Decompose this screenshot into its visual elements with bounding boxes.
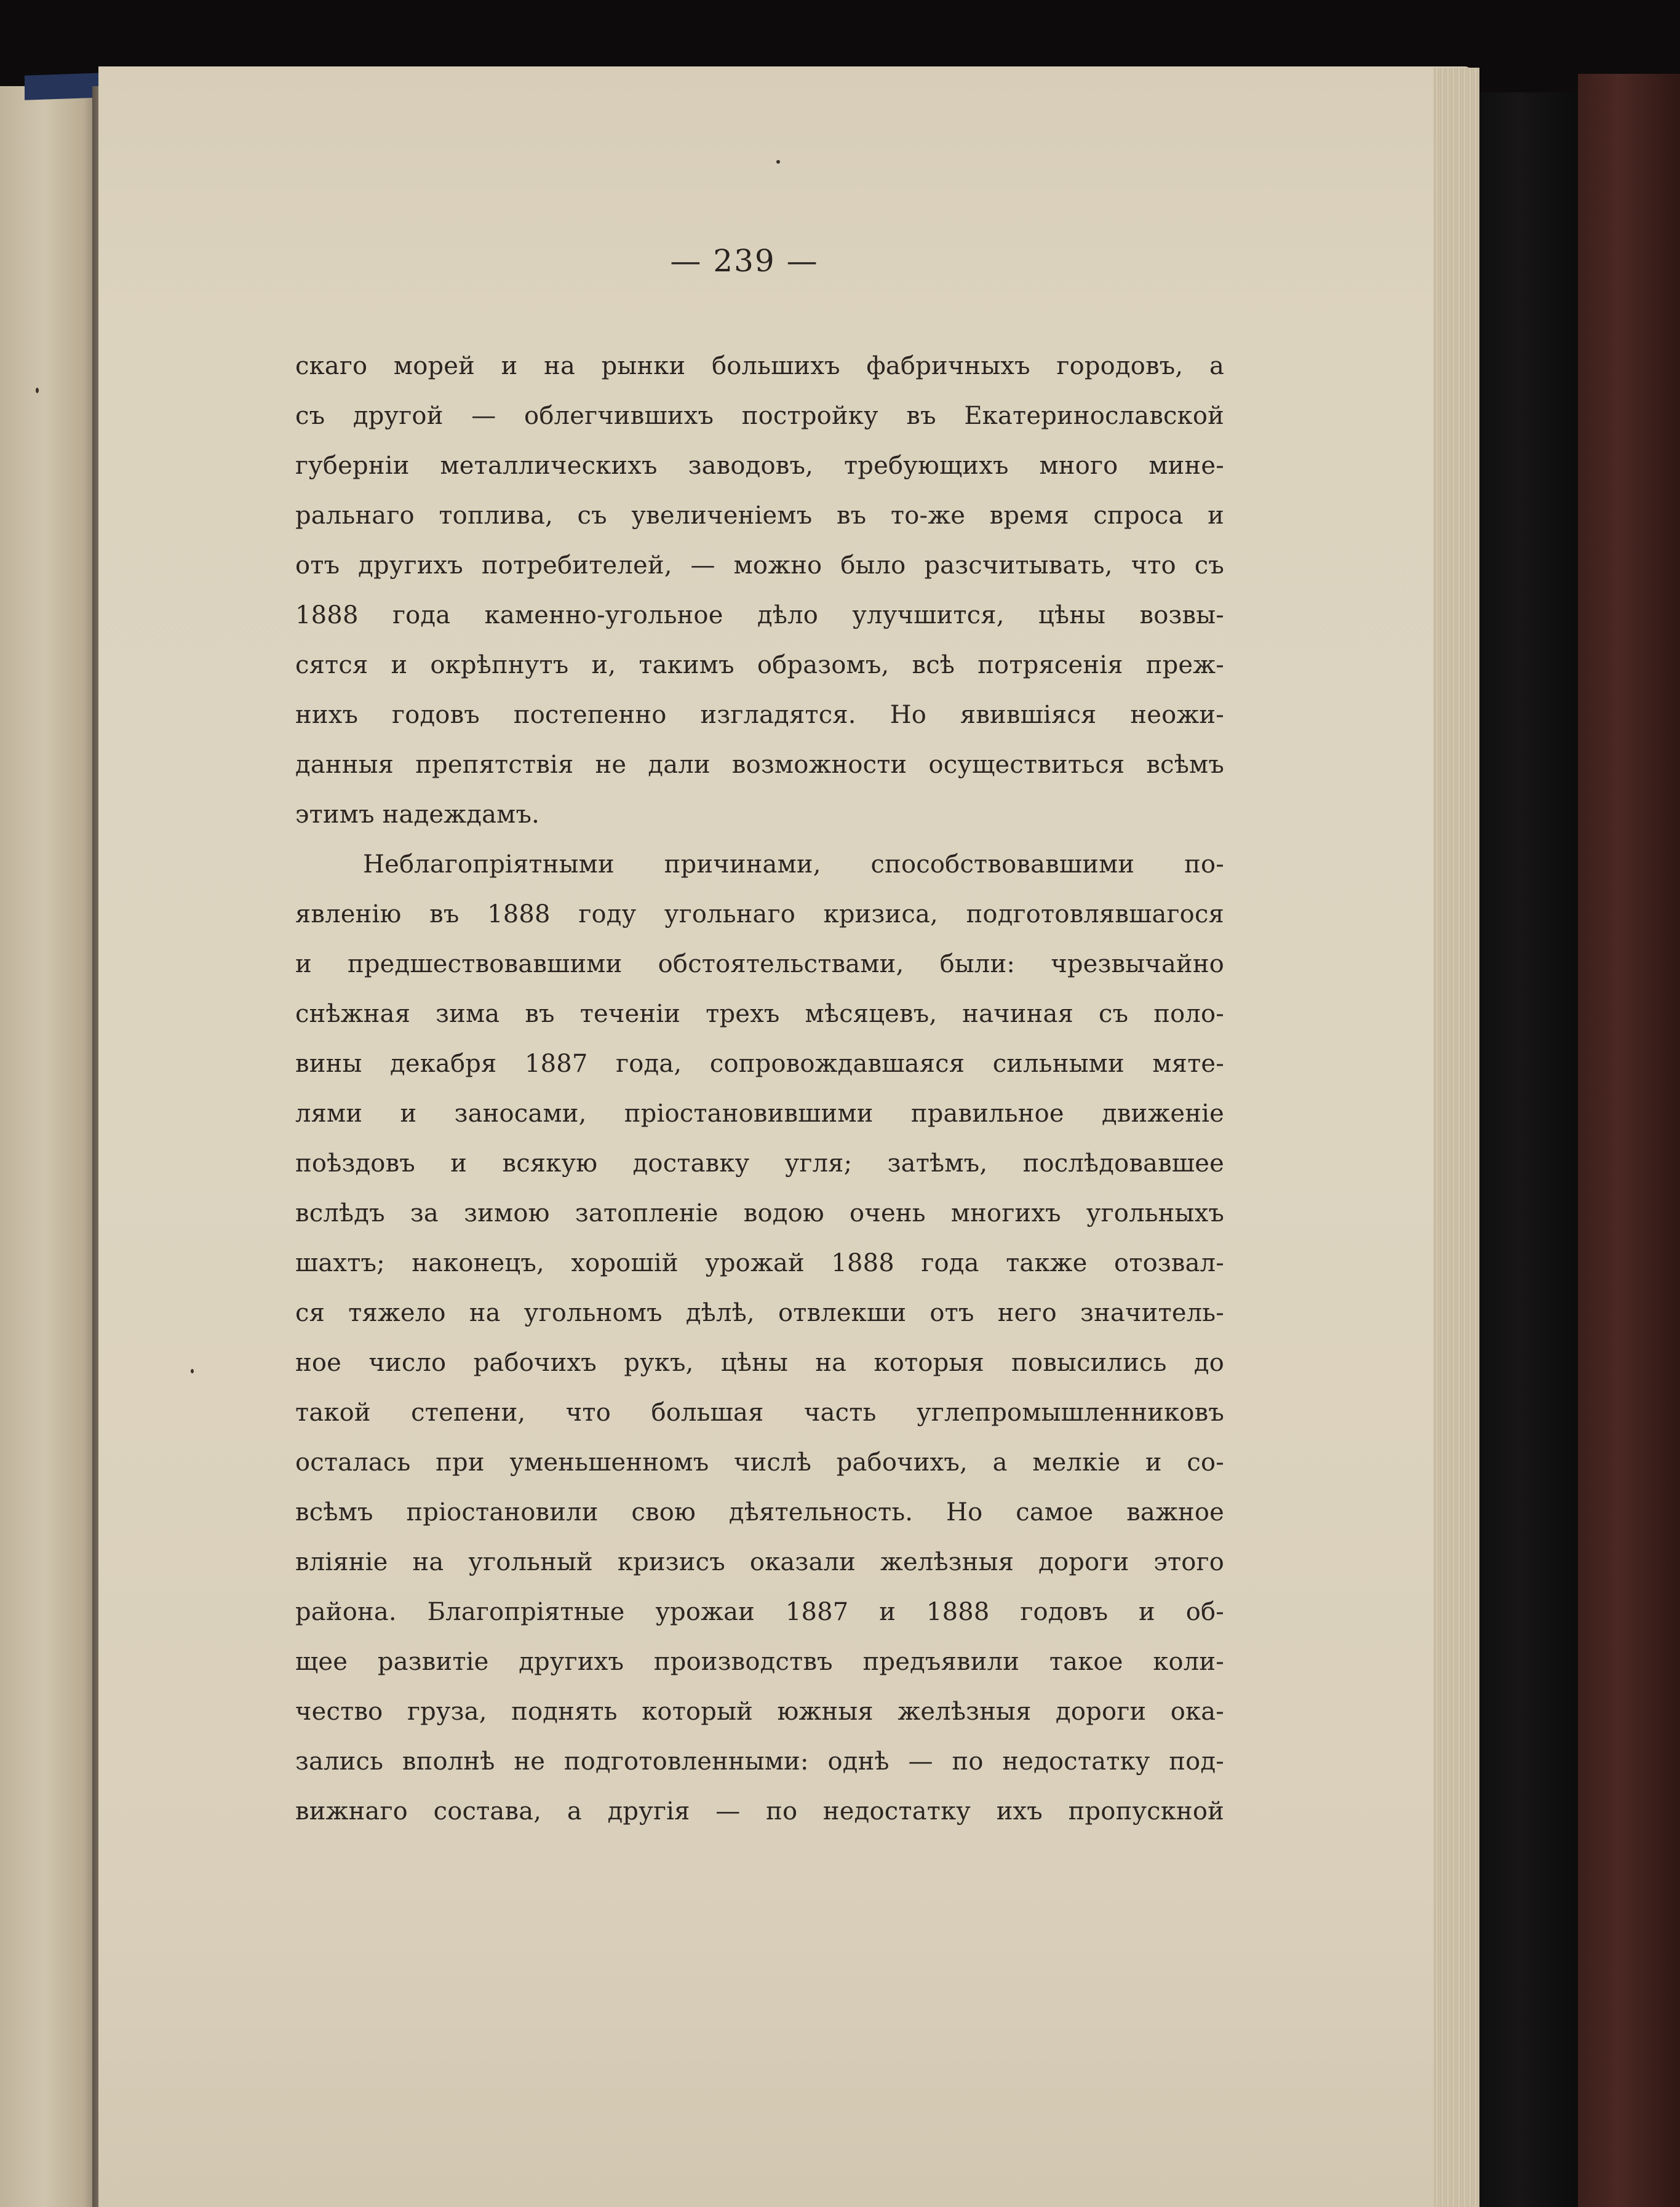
text-line: вліяніе на угольный кризисъ оказали желѣзныя дороги этого bbox=[295, 1548, 1224, 1576]
ink-speck bbox=[191, 1369, 194, 1373]
book-cover-inner bbox=[1479, 92, 1578, 2207]
text-line: лями и заносами, пріостановившими правильное движеніе bbox=[295, 1100, 1224, 1128]
text-line: губерніи металлическихъ заводовъ, требующихъ много мине- bbox=[295, 452, 1224, 480]
text-line: явленію въ 1888 году угольнаго кризиса, подготовлявшагося bbox=[295, 900, 1224, 928]
text-line: всѣмъ пріостановили свою дѣятельность. Но самое важное bbox=[295, 1498, 1224, 1527]
page-edges bbox=[1433, 68, 1479, 2207]
text-line: сятся и окрѣпнутъ и, такимъ образомъ, всѣ потрясенія преж- bbox=[295, 651, 1224, 679]
text-line: вслѣдъ за зимою затопленіе водою очень многихъ угольныхъ bbox=[295, 1199, 1224, 1227]
paragraph-start-line: Неблагопріятными причинами, способствовавшими по- bbox=[363, 850, 1224, 879]
text-line: щее развитіе другихъ производствъ предъявили такое коли- bbox=[295, 1648, 1224, 1676]
text-line: чество груза, поднять который южныя желѣзныя дороги ока- bbox=[295, 1698, 1224, 1726]
text-line: 1888 года каменно-угольное дѣло улучшится, цѣны возвы- bbox=[295, 601, 1224, 629]
page-text bbox=[295, 341, 1224, 1837]
text-line: данныя препятствія не дали возможности осуществиться всѣмъ bbox=[295, 751, 1224, 779]
text-line: вины декабря 1887 года, сопровождавшаяся сильными мяте- bbox=[295, 1050, 1224, 1078]
book-cover-outer bbox=[1578, 74, 1680, 2207]
text-line: осталась при уменьшенномъ числѣ рабочихъ, а мелкіе и со- bbox=[295, 1448, 1224, 1477]
page-number: — 239 — bbox=[670, 243, 819, 279]
text-line: района. Благопріятные урожаи 1887 и 1888 годовъ и об- bbox=[295, 1598, 1224, 1626]
text-line: такой степени, что большая часть углепромышленниковъ bbox=[295, 1399, 1224, 1427]
ink-speck bbox=[776, 160, 780, 164]
text-line: ное число рабочихъ рукъ, цѣны на которыя повысились до bbox=[295, 1349, 1224, 1377]
text-line: этимъ надеждамъ. bbox=[295, 800, 540, 829]
text-line: поѣздовъ и всякую доставку угля; затѣмъ, послѣдовавшее bbox=[295, 1149, 1224, 1178]
text-line: нихъ годовъ постепенно изгладятся. Но явившіяся неожи- bbox=[295, 701, 1224, 729]
text-line: отъ другихъ потребителей, — можно было разсчитывать, что съ bbox=[295, 551, 1224, 580]
text-line: и предшествовавшими обстоятельствами, были: чрезвычайно bbox=[295, 950, 1224, 978]
text-line: скаго морей и на рынки большихъ фабричныхъ городовъ, а bbox=[295, 352, 1224, 380]
text-line: шахтъ; наконецъ, хорошій урожай 1888 года также отозвал- bbox=[295, 1249, 1224, 1277]
text-line: снѣжная зима въ теченіи трехъ мѣсяцевъ, начиная съ поло- bbox=[295, 1000, 1224, 1028]
text-line: ральнаго топлива, съ увеличеніемъ въ то-же время спроса и bbox=[295, 501, 1224, 530]
text-line: зались вполнѣ не подготовленными: однѣ — по недостатку под- bbox=[295, 1747, 1224, 1776]
facing-page-edge bbox=[0, 86, 98, 2207]
ink-speck bbox=[36, 388, 39, 393]
text-line: вижнаго состава, а другія — по недостатку ихъ пропускной bbox=[295, 1797, 1224, 1826]
text-line: ся тяжело на угольномъ дѣлѣ, отвлекши отъ него значитель- bbox=[295, 1299, 1224, 1327]
text-line: съ другой — облегчившихъ постройку въ Екатеринославской bbox=[295, 402, 1224, 430]
